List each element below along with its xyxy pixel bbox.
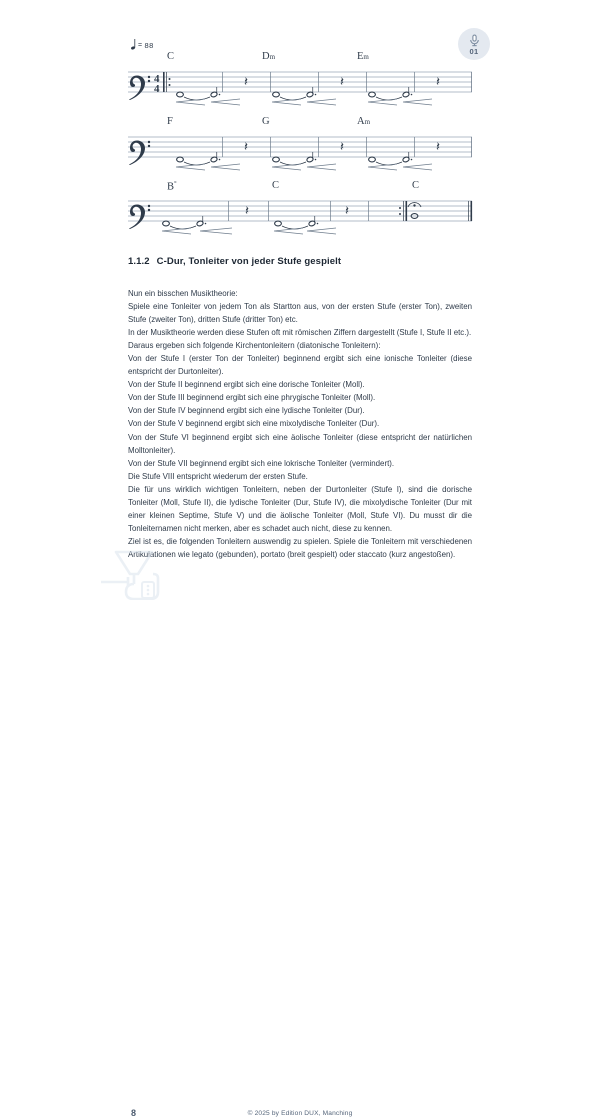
page-number: 8 xyxy=(131,1108,137,1118)
tuba-icon xyxy=(98,550,176,600)
body-text xyxy=(128,287,472,561)
svg-text:𝄽: 𝄽 xyxy=(345,203,349,218)
chord-symbol: C xyxy=(272,180,280,191)
paragraph: Nun ein bisschen Musiktheorie: xyxy=(128,289,238,298)
paragraph: Von der Stufe VI beginnend ergibt sich eine äolische Tonleiter (diese entspricht der natürlichen Molltonleiter). xyxy=(128,432,472,455)
svg-text:𝄽: 𝄽 xyxy=(436,74,440,89)
staff-lines xyxy=(0,195,600,229)
svg-text:4: 4 xyxy=(154,83,160,95)
chord-symbol: G xyxy=(262,116,270,127)
page-footer xyxy=(0,548,600,1118)
paragraph: Die für uns wirklich wichtigen Tonleitern, neben der Durtonleiter (Stufe I), sind die dorische Tonleiter (Moll, Stufe II), die lydische Tonleiter (Dur, Stufe IV), die mixolydische Tonleiter (Dur mit einer kleinen Septime, Stufe V) und die äolische Tonleiter (Moll, Stufe VI). Du musst dir die Tonleiternamen nicht merken, aber es schadet auch nicht, diese zu kennen. xyxy=(128,484,472,533)
svg-text:4: 4 xyxy=(154,73,160,85)
svg-text:𝄽: 𝄽 xyxy=(244,74,248,89)
chord-symbol: C xyxy=(167,51,175,62)
paragraph: Von der Stufe VII beginnend ergibt sich eine lokrische Tonleiter (vermindert). xyxy=(128,458,395,468)
staff-lines xyxy=(0,131,600,165)
paragraph: In der Musiktheorie werden diese Stufen oft mit römischen Ziffern dargestellt (Stufe I, Stufe II etc.). xyxy=(128,328,472,338)
tempo-bpm: 88 xyxy=(144,41,154,50)
svg-text:𝄽: 𝄽 xyxy=(244,139,248,154)
chord-symbol-row xyxy=(0,117,600,131)
chord-symbol: Am xyxy=(357,116,371,127)
microphone-icon xyxy=(468,34,481,47)
section-title: C-Dur, Tonleiter von jeder Stufe gespielt xyxy=(156,256,342,267)
paragraph: Von der Stufe I (erster Ton der Tonleiter) beginnend ergibt sich eine ionische Tonleiter (diese entspricht der Durtonleiter). xyxy=(128,354,472,377)
staff-lines xyxy=(0,66,600,100)
paragraph: Spiele eine Tonleiter von jedem Ton als Startton aus, von der ersten Stufe (erster Ton), zweiten Stufe (zweiter Ton), dritten Stufe (dritter Ton) etc. xyxy=(128,302,472,325)
section-number: 1.1.2 xyxy=(128,256,150,267)
chord-symbol: C xyxy=(412,180,420,191)
tempo-equals: = xyxy=(138,42,143,49)
tempo-marking xyxy=(131,39,154,52)
chord-symbol-row xyxy=(0,52,600,66)
chord-symbol-row xyxy=(0,181,600,195)
copyright-notice: © 2025 by Edition DUX, Manching xyxy=(247,1110,353,1117)
paragraph: Die Stufe VIII entspricht wiederum der ersten Stufe. xyxy=(128,471,308,481)
section-heading xyxy=(128,256,341,267)
paragraph: Daraus ergeben sich folgende Kirchentonleitern (diatonische Tonleitern): xyxy=(128,341,381,351)
svg-text:𝄽: 𝄽 xyxy=(436,139,440,154)
paragraph: Ziel ist es, die folgenden Tonleitern auswendig zu spielen. Spiele die Tonleitern mit verschiedenen Artikulationen wie legato (gebunden), portato (breit gespielt) oder staccato (kurz angestoßen). xyxy=(128,536,472,559)
svg-text:𝄽: 𝄽 xyxy=(245,203,249,218)
svg-text:𝄽: 𝄽 xyxy=(340,74,344,89)
paragraph: Von der Stufe II beginnend ergibt sich eine dorische Tonleiter (Moll). xyxy=(128,380,365,390)
paragraph: Von der Stufe V beginnend ergibt sich eine mixolydische Tonleiter (Dur). xyxy=(128,419,380,429)
paragraph: Von der Stufe III beginnend ergibt sich eine phrygische Tonleiter (Moll). xyxy=(128,393,376,403)
music-notation-area xyxy=(0,0,600,245)
chord-symbol: B° xyxy=(167,180,177,193)
chord-symbol: Dm xyxy=(262,51,276,62)
quarter-note-icon xyxy=(131,39,136,52)
chord-symbol: F xyxy=(167,116,173,127)
chord-symbol: Em xyxy=(357,51,369,62)
paragraph: Von der Stufe IV beginnend ergibt sich eine lydische Tonleiter (Dur). xyxy=(128,406,365,416)
svg-text:𝄽: 𝄽 xyxy=(340,139,344,154)
audio-track-number: 01 xyxy=(469,46,479,56)
